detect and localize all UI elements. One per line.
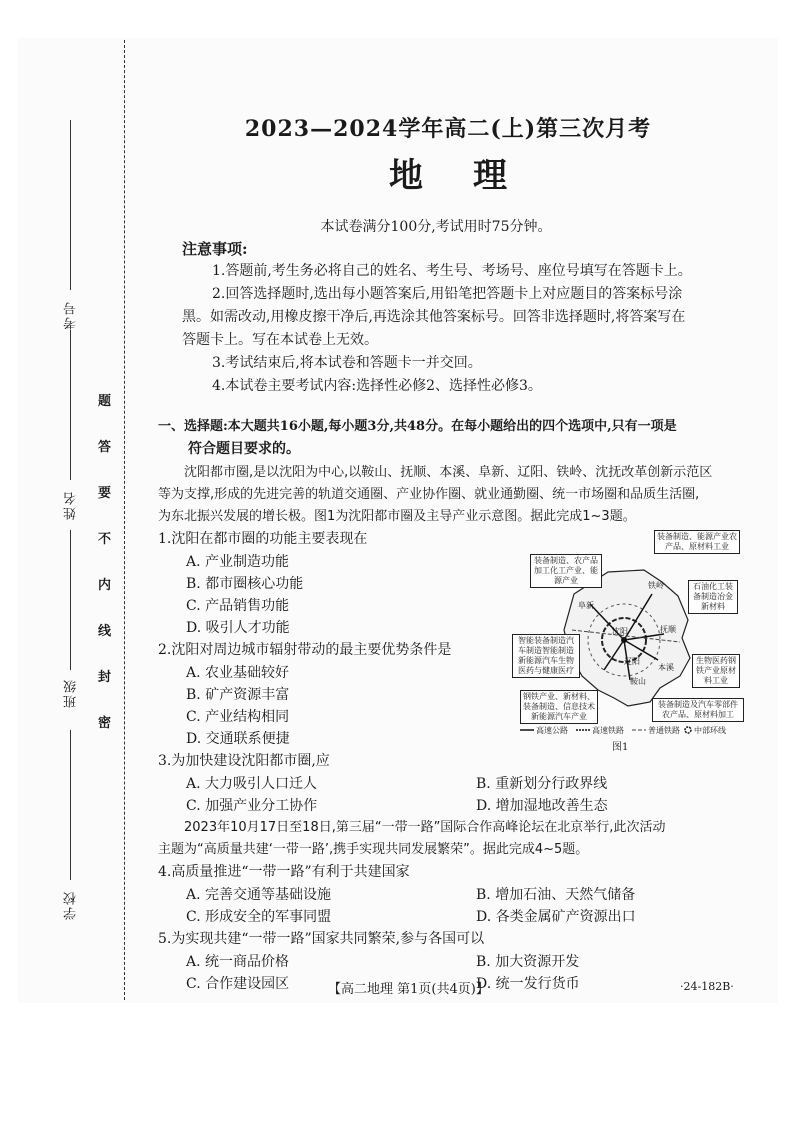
note-line: 1.答题前,考生务必将自己的姓名、考生号、考场号、座位号填写在答题卡上。 bbox=[212, 263, 692, 279]
question-4-stem: 4.高质量推进“一带一路”有利于共建国家 bbox=[158, 864, 410, 880]
question-1-stem: 1.沈阳在都市圈的功能主要表现在 bbox=[158, 531, 368, 547]
material-1-line: 沈阳都市圈,是以沈阳为中心,以鞍山、抚顺、本溪、阜新、辽阳、铁岭、沈抚改革创新示范区 bbox=[184, 465, 713, 480]
city-label-fushun: 抚顺 bbox=[660, 625, 676, 634]
section-heading-line: 一、选择题:本大题共16小题,每小题3分,共48分。在每小题给出的四个选项中,只有一项是 bbox=[158, 419, 677, 434]
city-label-shenyang: 沈阳 bbox=[612, 627, 628, 636]
q4-option-c: C. 形成安全的军事同盟 bbox=[186, 909, 332, 925]
paper-code: ·24-182B· bbox=[680, 980, 734, 993]
q2-option-b: B. 矿产资源丰富 bbox=[186, 687, 290, 703]
school-blank bbox=[70, 730, 71, 880]
industry-box-w: 智能装备制造汽车制造智能制造新能源汽车生物医药与健康医疗 bbox=[512, 634, 580, 678]
q4-option-b: B. 增加石油、天然气储备 bbox=[476, 887, 636, 903]
seal-char: 要 bbox=[98, 486, 112, 501]
q5-option-a: A. 统一商品价格 bbox=[186, 954, 290, 970]
legend-central-ring: 中部环线 bbox=[694, 726, 726, 735]
q5-option-b: B. 加大资源开发 bbox=[476, 954, 580, 970]
seal-char: 答 bbox=[98, 440, 112, 455]
city-label-liaoyang: 辽阳 bbox=[624, 657, 640, 666]
figure-caption: 图1 bbox=[612, 742, 629, 753]
industry-box-sw: 钢铁产业、新材料、装备制造、信息技术新能源汽车产业 bbox=[520, 690, 598, 724]
q4-option-d: D. 各类金属矿产资源出口 bbox=[476, 909, 636, 925]
exam-meta: 本试卷满分100分,考试用时75分钟。 bbox=[320, 219, 552, 235]
section-heading bbox=[158, 416, 758, 460]
seal-char: 题 bbox=[98, 394, 112, 409]
note-line: 3.考试结束后,将本试卷和答题卡一并交回。 bbox=[212, 355, 482, 371]
page-footer: 【高二地理 第1页(共4页)】 bbox=[328, 982, 489, 997]
q2-option-d: D. 交通联系便捷 bbox=[186, 731, 290, 747]
q3-option-d: D. 增加湿地改善生态 bbox=[476, 798, 608, 814]
class-blank bbox=[70, 530, 71, 670]
q3-option-a: A. 大力吸引人口迁人 bbox=[186, 776, 318, 792]
q1-option-a: A. 产业制造功能 bbox=[186, 554, 290, 570]
class-label: 班级 bbox=[64, 678, 79, 708]
notes-heading: 注意事项: bbox=[182, 240, 248, 258]
material-2-line: 2023年10月17日至18日,第三届“一带一路”国际合作高峰论坛在北京举行,此次活动 bbox=[184, 820, 666, 835]
seal-char: 封 bbox=[98, 670, 112, 685]
q3-option-b: B. 重新划分行政界线 bbox=[476, 776, 608, 792]
material-2-line: 主题为“高质量共建‘一带一路’,携手实现共同发展繁荣”。据此完成4~5题。 bbox=[158, 842, 589, 857]
industry-box-e2: 生物医药钢铁产业原材料工业 bbox=[692, 654, 740, 688]
seal-char: 线 bbox=[98, 624, 112, 639]
legend-expressway: 高速公路 bbox=[536, 726, 568, 735]
figure-1-map bbox=[512, 530, 744, 754]
material-1-line: 等为支撑,形成的先进完善的轨道交通圈、产业协作圈、就业通勤圈、统一市场圈和品质生活圈, bbox=[158, 487, 700, 502]
seal-char: 不 bbox=[98, 532, 112, 547]
city-label-anshan: 鞍山 bbox=[630, 677, 646, 686]
industry-box-ne: 装备制造、能源产业农产品、原材料工业 bbox=[654, 530, 740, 554]
school-label: 学校 bbox=[64, 890, 79, 920]
subject-title: 地理 bbox=[389, 156, 557, 196]
q3-option-c: C. 加强产业分工协作 bbox=[186, 798, 318, 814]
q2-option-c: C. 产业结构相同 bbox=[186, 709, 290, 725]
q1-option-c: C. 产品销售功能 bbox=[186, 598, 290, 614]
name-blank bbox=[70, 330, 71, 480]
q2-option-a: A. 农业基础较好 bbox=[186, 665, 290, 681]
q5-option-c: C. 合作建设园区 bbox=[186, 976, 290, 992]
question-5-stem: 5.为实现共建“一带一路”国家共同繁荣,参与各国可以 bbox=[158, 931, 485, 947]
q4-option-a: A. 完善交通等基础设施 bbox=[186, 887, 332, 903]
note-line: 黑。如需改动,用橡皮擦干净后,再选涂其他答案标号。回答非选择题时,将答案写在 bbox=[182, 309, 686, 325]
legend-high-speed-rail: 高速铁路 bbox=[592, 726, 624, 735]
seal-char: 密 bbox=[98, 716, 112, 731]
legend-railway: 普通铁路 bbox=[648, 726, 680, 735]
industry-box-se: 装备制造及汽车零部件农产品、原材料加工 bbox=[652, 698, 744, 722]
industry-box-nw: 装备制造、农产品加工化工产业、能源产业 bbox=[530, 554, 602, 588]
note-line: 答题卡上。写在本试卷上无效。 bbox=[182, 332, 378, 348]
binding-dashed-line bbox=[124, 40, 125, 1000]
q1-option-d: D. 吸引人才功能 bbox=[186, 620, 290, 636]
note-line: 4.本试卷主要考试内容:选择性必修2、选择性必修3。 bbox=[212, 378, 542, 394]
question-3-stem: 3.为加快建设沈阳都市圈,应 bbox=[158, 753, 330, 769]
question-2-stem: 2.沈阳对周边城市辐射带动的最主要优势条件是 bbox=[158, 642, 452, 658]
q1-option-b: B. 都市圈核心功能 bbox=[186, 576, 304, 592]
name-label: 姓名 bbox=[64, 490, 79, 520]
exam-title: 2023—2024学年高二(上)第三次月考 bbox=[244, 116, 652, 142]
exam-number-label: 考号 bbox=[64, 300, 79, 330]
material-1-line: 为东北振兴发展的增长极。图1为沈阳都市圈及主导产业示意图。据此完成1~3题。 bbox=[158, 509, 636, 524]
note-line: 2.回答选择题时,选出每小题答案后,用铅笔把答题卡上对应题目的答案标号涂 bbox=[212, 286, 683, 302]
city-label-tieling: 铁岭 bbox=[648, 581, 664, 590]
section-heading-line: 符合题目要求的。 bbox=[188, 441, 300, 457]
seal-char: 内 bbox=[98, 578, 112, 593]
city-label-benxi: 本溪 bbox=[658, 663, 674, 672]
q5-option-d: D. 统一发行货币 bbox=[476, 976, 580, 992]
industry-box-e1: 石油化工装备制造冶金新材料 bbox=[688, 580, 738, 614]
exam-number-blank bbox=[70, 120, 71, 290]
city-label-fuxin: 阜新 bbox=[578, 601, 594, 610]
